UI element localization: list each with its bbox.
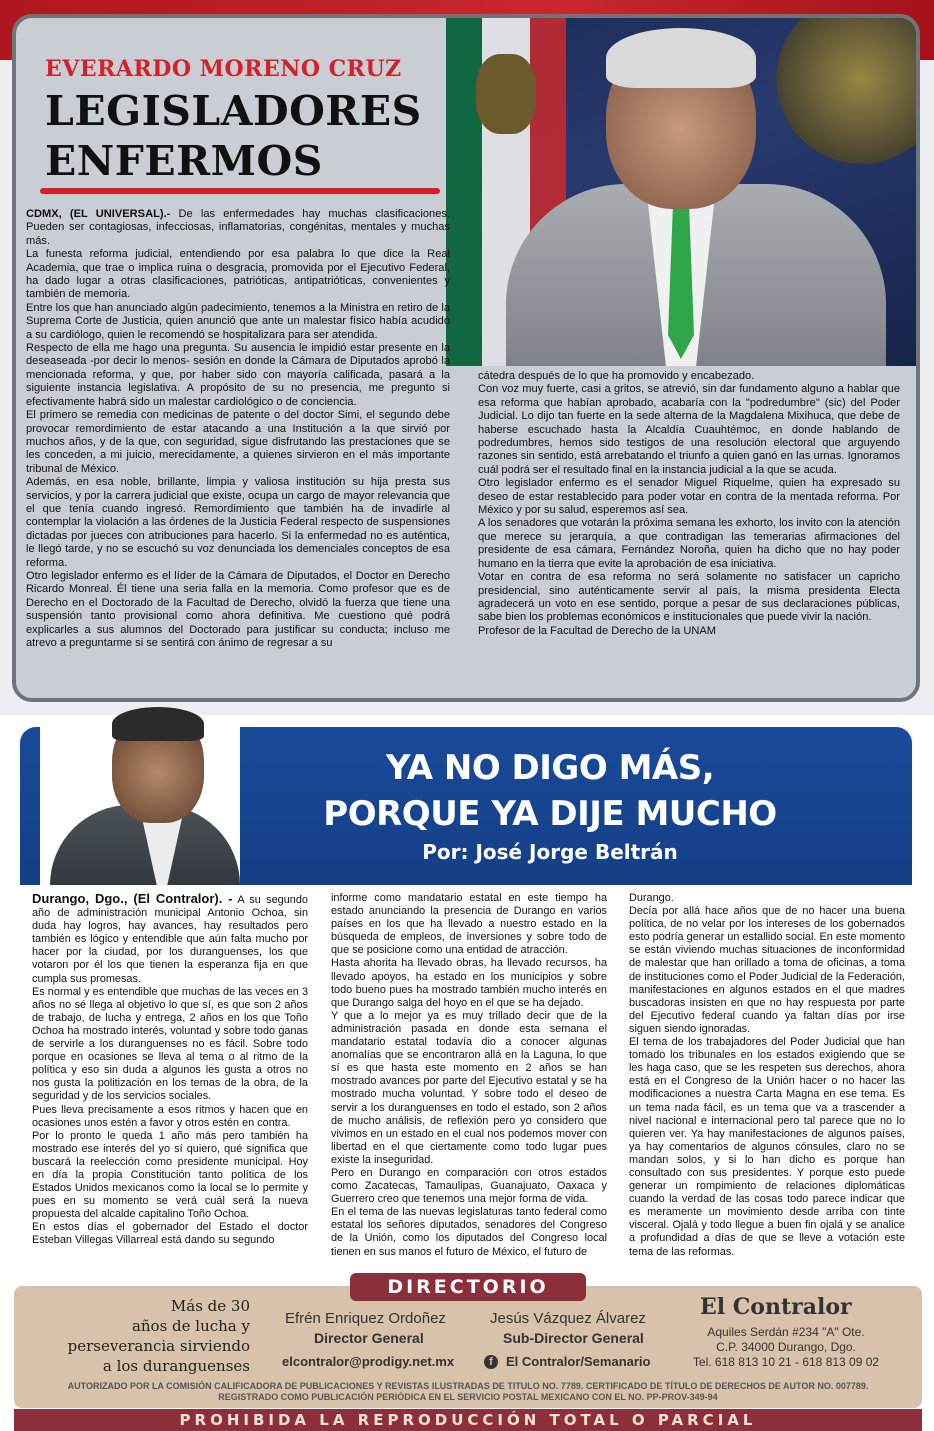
legal-notice-2: REGISTRADO COMO PUBLICACIÓN PERIÓDICA EN EL SERVICIO POSTAL MEXICANO CON EL NO. PP-PROV-349-94: [218, 1392, 718, 1402]
director-name: Efrén Enriquez Ordoñez: [285, 1310, 446, 1327]
subdirector-role: Sub-Director General: [503, 1330, 644, 1346]
paragraph: A los senadores que votarán la próxima semana les exhorto, los invito con la atención que merece su jerarquía, a que contradigan las temerarias afirmaciones del presidente de esa cámara, Fernández Noroña, quien ha dicho que no hay poder humano en la tierra que evite la aprobación de esa iniciativa.: [478, 517, 900, 570]
paragraph: Entre los que han anunciado algún padecimiento, tenemos a la Ministra en retiro de la Suprema Corte de Justicia, quien anunció que ante un malestar físico había acudido a su cardiólogo, quien le recomendó se hospitalizara para ser atendida.: [26, 301, 450, 341]
author-photo-beltran: [40, 705, 240, 885]
facebook-icon: f: [484, 1355, 498, 1369]
phone-numbers: Tel. 618 813 10 21 - 618 813 09 02: [692, 1355, 880, 1369]
bottom-article-column-2: [331, 892, 607, 1259]
unam-seal-graphic: [776, 14, 920, 164]
paragraph: Pero en Durango en comparación con otros estados como Zacatecas, Tamaulipas, Guanajuato, Oaxaca y Guerrero creo que tenemos una mejor forma de vida.: [331, 1166, 607, 1206]
paragraph: Durango.: [629, 892, 674, 904]
publication-brand: El Contralor: [700, 1294, 852, 1320]
author-credit: Profesor de la Facultad de Derecho de la UNAM: [478, 624, 717, 637]
paragraph: En estos días el gobernador del Estado el doctor Esteban Villegas Villarreal está dando su segundo: [32, 1221, 308, 1247]
subdirector-name: Jesús Vázquez Álvarez: [490, 1310, 646, 1327]
facebook-handle: El Contralor/Semanario: [506, 1354, 651, 1369]
paragraph: Durango, Dgo., (El Contralor). - A su segundo año de administración municipal Antonio Ochoa, sin duda hay logros, hay avances, hay resultados pero también es lógico y entendible que aún falta mucho por hacer por la ciudad, por los duranguenses, los que votaron por él los que tienen la esperanza fija en que cumpla sus promesas.: [32, 891, 308, 985]
bottom-article-title: [300, 745, 800, 837]
address-line-2: C.P. 34000 Durango, Dgo.: [716, 1340, 856, 1354]
top-article-column-2: [478, 370, 900, 638]
paragraph: informe como mandatario estatal en este tiempo ha estado anunciando la presencia de Durango en varios países en los que ha llevado a nuestro estado en la búsqueda de empleos, de inversiones y sobre todo de que se posicione como una entidad de atracción.: [331, 892, 607, 957]
article-title: [45, 86, 422, 186]
paragraph: El tema de los trabajadores del Poder Judicial que han tomado los tribunales en los estados exigiendo que se les haga caso, que se les respeten sus derechos, ahora está en el Congreso de la Unión hacer o no hacer las modificaciones a nuestra Carta Magna en ese tema. Es un tema nada fácil, es un tema que va a trascender a nivel nacional e internacional pero tal parece que no lo quieren ver. Ya hay manifestaciones de algunos países, ya hay comentarios de algunos cónsules, claro no se mandan solos, y si lo han dicho es porque han consultado con sus presidentes. Y porque esto puede generar un rompimiento de relaciones diplomáticas cuando la verdad de las cosas todo parece indicar que es meramente un movimiento desde arriba con tinte visceral. Ojalá y todo llegue a buen fin ojalá y se analice a profundidad a días de que se lleve a votación este tema de las reformas.: [629, 1036, 905, 1258]
paragraph: La funesta reforma judicial, entendiendo por esa palabra lo que dice la Real Academia, que trae o implica ruina o desgracia, promovida por el Ejecutivo Federal, ha dado lugar a otras clasificaciones, patrióticas, antipatrióticas, convenientes y también de memoria.: [26, 248, 450, 301]
bottom-article-column-1: [32, 892, 308, 1248]
bottom-article-column-3: [629, 892, 905, 1259]
director-role: Director General: [314, 1330, 424, 1346]
paragraph: cátedra después de lo que ha promovido y encabezado.: [478, 370, 755, 382]
paragraph: Pues lleva precisamente a esos ritmos y hacen que en ocasiones unos estén a favor y otros estén en contra.: [32, 1103, 308, 1129]
paragraph: CDMX, (EL UNIVERSAL).- De las enfermedades hay muchas clasificaciones. Pueden ser contagiosas, infecciosas, inflamatorias, congénitas, mentales y muchas más.: [26, 208, 450, 247]
bottom-article-byline: Por: José Jorge Beltrán: [422, 840, 678, 864]
contact-email: elcontralor@prodigy.net.mx: [282, 1354, 455, 1369]
photo-hair: [606, 28, 756, 88]
prohibition-notice: PROHIBIDA LA REPRODUCCIÓN TOTAL O PARCIAL: [179, 1411, 757, 1429]
title-line-1: YA NO DIGO MÁS,: [385, 748, 715, 788]
directorio-label: DIRECTORIO: [387, 1276, 549, 1298]
top-article-column-1: [26, 208, 450, 650]
paragraph: Por lo pronto le queda 1 año más pero también ha mostrado ese interés del yo sí quiero, qué significa que buscará la reelección como presidente municipal. Hoy en día la propia Constitución tanto política de los Estados Unidos mexicanos como la local se lo permite y pues en su momento se verá cuál será la nueva propuesta del alcalde capitalino Toño Ochoa.: [32, 1129, 308, 1221]
author-photo-moreno: [446, 14, 920, 366]
address-line-1: Aquiles Serdán #234 "A" Ote.: [707, 1325, 865, 1339]
paragraph: Otro legislador enfermo es el senador Miguel Riquelme, quien ha expresado su deseo de estar restablecido para poder votar en contra de la mentada reforma. Por México y por su salud, esperemos así sea.: [478, 477, 900, 517]
paragraph: Es normal y es entendible que muchas de las veces en 3 años no sé llega al objetivo lo que sí, es que son 2 años de trabajo, de lucha y entrega, 2 años en los que Toño Ochoa ha mostrado interés, voluntad y sobre todo ganas de servirle a los duranguenses no es fácil. Sobre todo porque en ocasiones se lleva al tema o al ritmo de la política y eso sin duda a algunos les gusta a otros no nos gusta la politización en los temas de la obra, de la seguridad y de los servicios sociales.: [32, 985, 308, 1103]
title-line-2: PORQUE YA DIJE MUCHO: [323, 794, 777, 834]
title-line-2: ENFERMOS: [45, 137, 323, 185]
paragraph: Y que a lo mejor ya es muy trillado decir que de la administración pasada en donde esta semana el mandatario estatal todavía dio a conocer algunas anomalías que se encontraron allá en la Laguna, lo que sí es que hasta este momento en 2 años se han mostrado avances por parte del Ejecutivo estatal y se ha mostrado mucha voluntad. Y sobre todo el deseo de servir a los duranguenses en todo el estado, son 2 años de mucho análisis, de reflexión pero yo considero que vivimos en un estado en el cual nos podemos mover con libertad en el que ciertamente como todo lugar pues existe la inseguridad.: [331, 1009, 607, 1166]
paragraph: Decía por allá hace años que de no hacer una buena política, de no velar por los intereses de los gobernados esto podría generar un estallido social. En este momento se están viviendo muchas situaciones de inconformidad de malestar que han orillado a toma de oficinas, a toma de instituciones como el Poder Judicial de la Federación, manifestaciones en algunos estados en el que madres buscadoras insisten en que no hay respuesta por parte del Ejecutivo federal cuando ya faltan días por irse siguen siendo ignoradas.: [629, 905, 905, 1035]
title-underline: [40, 188, 440, 194]
flag-emblem-graphic: [476, 54, 536, 134]
directorio-slogan: Más de 30 años de lucha y perseverancia sirviendo a los duranguenses: [67, 1297, 250, 1375]
paragraph: Además, en esa noble, brillante, limpia y valiosa institución su hija presta sus servicios, y por la carrera judicial que existe, ocupa un cargo de mayor relevancia que el que tenía cuando ingresó. Remordimiento que también ha de invadirle al contemplar la violación a las órdenes de la Justicia Federal respecto de suspensiones dictadas por jueces con atribuciones para hacerlo. Si la enfermedad no es auténtica, le llegó tarde, y no se escuchó su voz denunciada los demenciales conceptos de esa reforma.: [26, 476, 450, 569]
paragraph: En el tema de las nuevas legislaturas tanto federal como estatal los señores diputados, senadores del Congreso de la Unión, como los diputados del Congreso local tienen en sus manos el futuro de México, el futuro de: [331, 1206, 607, 1258]
dateline: CDMX, (EL UNIVERSAL).-: [26, 208, 171, 220]
photo-hair: [112, 707, 204, 741]
paragraph: Con voz muy fuerte, casi a gritos, se atrevió, sin dar fundamento alguno a hablar que esa reforma que habían aprobado, acabaría con la "podredumbre" (sic) del Poder Judicial. Lo dijo tan fuerte en la sede alterna de la Magdalena Mixihuca, que debe de haberse escuchado hasta la Alcaldía Cuauhtémoc, en donde hablando de podredumbres, hemos sido testigos de una resolución electoral que arguyendo razones sin sentido, está arrebatando el triunfo a quien ganó en las urnas. Ignoramos cuál podrá ser el resultado final en la instancia judicial a la que se acuda.: [478, 383, 900, 476]
paragraph: Votar en contra de esa reforma no será solamente no satisfacer un capricho presidencial, sino auténticamente servir al país, la misma presidenta Electa agradecerá un voto en ese sentido, porque a pesar de sus declaraciones públicas, sabe bien los problemas económicos e institucionales que puede vivir la nación.: [478, 571, 900, 624]
paragraph: Hasta ahorita ha llevado obras, ha llevado recursos, ha llevado apoyos, ha estado en los municipios y sobre todo bueno pues ha mostrado también mucho interés en que Durango salga del hoyo en el que se ha dejado.: [331, 957, 607, 1009]
paragraph: Respecto de ella me hago una pregunta. Su ausencia le impidió estar presente en la deseaseada -por decir lo menos- sesión en donde la Cámara de Diputados aprobó la mencionada reforma, y que, por haber sido con mayoría calificada, pasará a la siguiente instancia legislativa. A propósito de su no presencia, me pregunto si efectivamente habrá sido un malestar cardiológico o de conciencia.: [26, 342, 450, 408]
article-author: EVERARDO MORENO CRUZ: [45, 56, 402, 82]
title-line-1: LEGISLADORES: [45, 87, 422, 135]
paragraph: Otro legislador enfermo es el líder de la Cámara de Diputados, el Doctor en Derecho Ricardo Monreal. Él tiene una seria falla en la memoria. Como profesor que es de Derecho en el Doctorado de la Facultad de Derecho, olvidó la fuerza que tiene una suspensión tanto provisional como ahora definitiva. Me cuestiono qué podrá explicarles a sus alumnos del Doctorado para justificar su conducta; incluso me atrevo a preguntarme si se sentirá con ánimo de regresar a su: [26, 569, 450, 649]
legal-notice-1: AUTORIZADO POR LA COMISIÓN CALIFICADORA DE PUBLICACIONES Y REVISTAS ILUSTRADAS DE TITULO NO. 7789. CERTIFICADO DE TÍTULO DE DERECHOS DE AUTOR NO. 007789.: [67, 1381, 869, 1391]
paragraph: El primero se remedia con medicinas de patente o del doctor Simi, el segundo debe provocar remordimiento de estar atacando a una Institución a la que sirvió por muchos años, y de la que, con seguridad, sigue disfrutando las prestaciones que se les conceden, a mi juicio, merecidamente, a quienes sirvieron en el más importante tribunal de México.: [26, 409, 450, 475]
dateline: Durango, Dgo., (El Contralor). -: [32, 891, 233, 906]
